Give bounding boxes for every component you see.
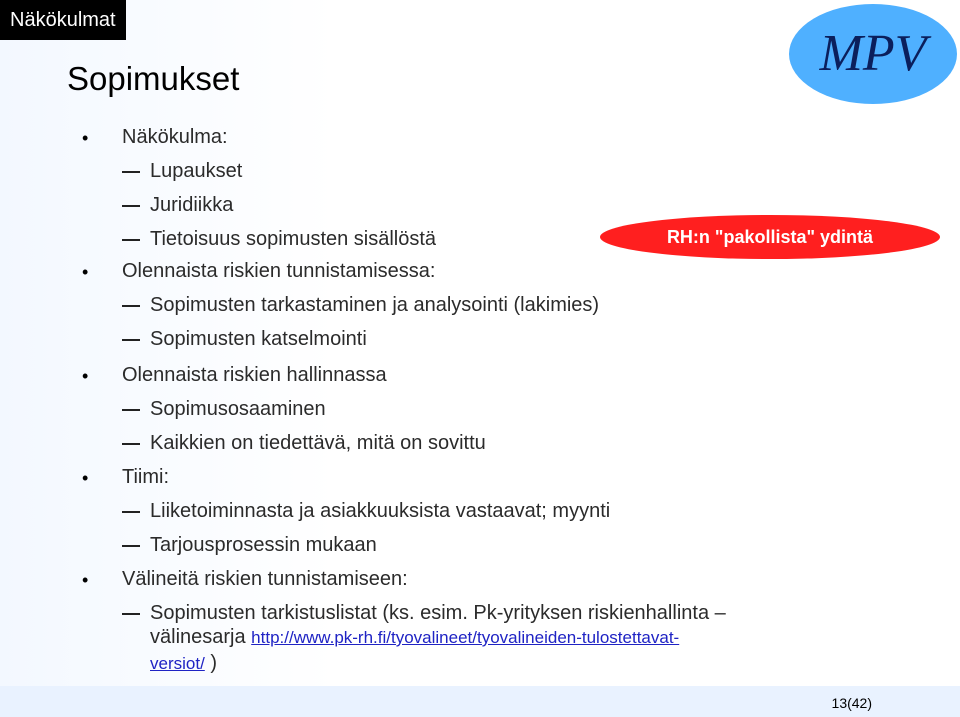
bullet-dot: • — [82, 128, 89, 148]
list-item-text: ) — [204, 652, 218, 674]
list-item: Tietoisuus sopimusten sisällöstä — [150, 228, 437, 250]
callout-badge: RH:n "pakollista" ydintä — [600, 215, 940, 259]
list-item: Sopimusten katselmointi — [150, 328, 367, 350]
list-item-continued — [150, 626, 679, 649]
list-item: Tiimi: — [122, 466, 170, 488]
dash-marker — [122, 205, 140, 207]
list-item: Sopimusten tarkastaminen ja analysointi (lakimies) — [150, 294, 600, 316]
section-tag: Näkökulmat — [0, 0, 126, 40]
dash-marker — [122, 613, 140, 615]
dash-marker — [122, 545, 140, 547]
list-item: Kaikkien on tiedettävä, mitä on sovittu — [150, 432, 486, 454]
bullet-dot: • — [82, 468, 89, 488]
list-item: Olennaista riskien tunnistamisessa: — [122, 260, 436, 282]
list-item: Liiketoiminnasta ja asiakkuuksista vastaavat; myynti — [150, 500, 611, 522]
mpv-logo — [787, 2, 959, 106]
bullet-dot: • — [82, 570, 89, 590]
dash-marker — [122, 305, 140, 307]
list-item: Sopimusosaaminen — [150, 398, 326, 420]
list-item: Välineitä riskien tunnistamiseen: — [122, 568, 408, 590]
dash-marker — [122, 443, 140, 445]
list-item-continued — [150, 652, 217, 675]
logo-text: MPV — [819, 25, 927, 82]
footer-bar — [0, 686, 960, 717]
list-item: Näkökulma: — [122, 126, 228, 148]
resource-link-continued[interactable]: versiot/ — [150, 654, 205, 673]
page-number: 13(42) — [831, 695, 872, 711]
list-item: Juridiikka — [150, 194, 234, 216]
list-item: Tarjousprosessin mukaan — [150, 534, 377, 556]
list-item: Olennaista riskien hallinnassa — [122, 364, 387, 386]
resource-link[interactable]: http://www.pk-rh.fi/tyovalineet/tyovalineiden-tulostettavat- — [251, 628, 680, 647]
dash-marker — [122, 409, 140, 411]
dash-marker — [122, 171, 140, 173]
page-title: Sopimukset — [67, 60, 240, 97]
list-item: Sopimusten tarkistuslistat (ks. esim. Pk-yrityksen riskienhallinta – — [150, 602, 726, 624]
dash-marker — [122, 239, 140, 241]
dash-marker — [122, 339, 140, 341]
dash-marker — [122, 511, 140, 513]
bullet-dot: • — [82, 366, 89, 386]
bullet-dot: • — [82, 262, 89, 282]
list-item-text: välinesarja — [150, 626, 252, 648]
list-item: Lupaukset — [150, 160, 243, 182]
